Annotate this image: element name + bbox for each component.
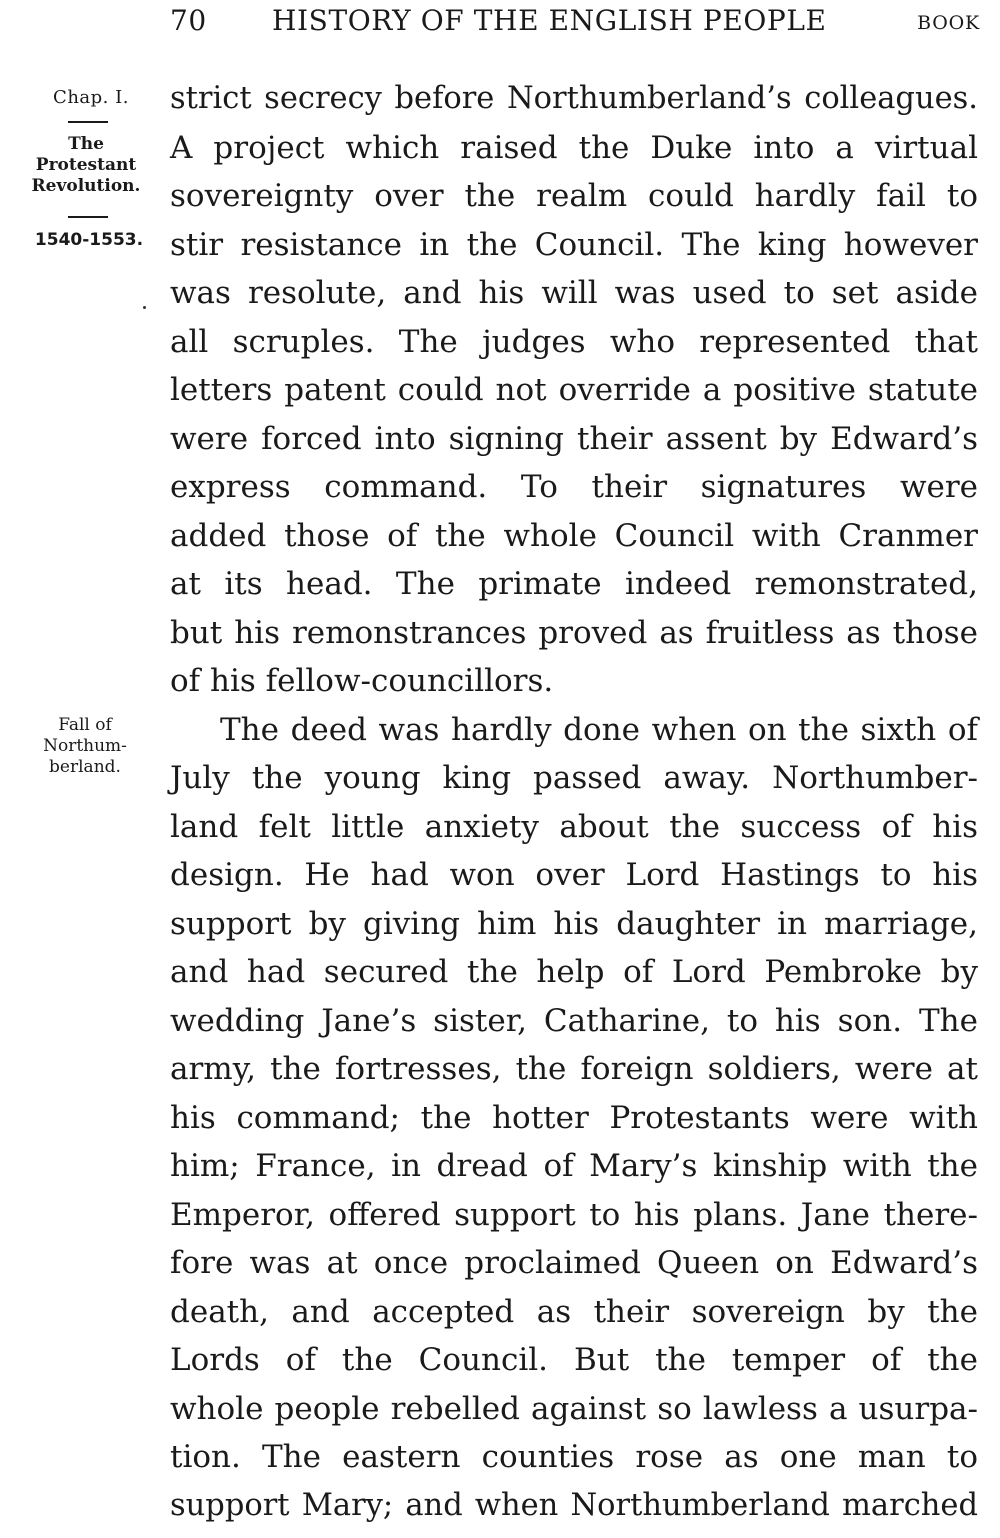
sidenote-fall-of-northumberland — [30, 715, 140, 778]
margin-rule-top — [68, 121, 108, 123]
text-line: at its head. The primate indeed remonstrated, — [170, 566, 978, 602]
date-range: 1540-1553. — [34, 230, 144, 250]
sidenote-line: berland. — [49, 757, 121, 777]
text-line: all scruples. The judges who represented that — [170, 323, 978, 360]
text-line: Emperor, offered support to his plans. Jane there- — [170, 1196, 978, 1233]
text-line: but his remonstrances proved as fruitless as those — [170, 614, 978, 651]
text-line: strict secrecy before Northumberland’s colleagues. — [170, 81, 978, 116]
text-line: army, the fortresses, the foreign soldiers, were at — [170, 1051, 978, 1087]
chapter-label: Chap. I. — [53, 87, 129, 108]
text-line: land felt little anxiety about the success of his — [170, 808, 978, 845]
section-title-line: Protestant — [35, 155, 137, 175]
text-line: tion. The eastern counties rose as one man to — [170, 1439, 978, 1475]
text-line: him; France, in dread of Mary’s kinship with the — [170, 1148, 978, 1184]
section-title — [14, 134, 158, 197]
running-book-label: BOOK — [917, 12, 980, 34]
running-title: HISTORY OF THE ENGLISH PEOPLE — [272, 4, 827, 37]
running-header — [170, 4, 980, 44]
margin-rule-bottom — [68, 216, 108, 218]
text-line: design. He had won over Lord Hastings to his — [170, 857, 978, 893]
section-title-line: The — [68, 134, 104, 154]
sidenote-line: Fall of — [58, 715, 112, 735]
text-line: whole people rebelled against so lawless a usurpa- — [170, 1390, 978, 1427]
text-line: sovereignty over the realm could hardly fail to — [170, 178, 978, 214]
text-line: support by giving him his daughter in marriage, — [170, 905, 978, 942]
text-line: letters patent could not override a positive statute — [170, 372, 978, 408]
text-line: July the young king passed away. Northumber- — [170, 760, 978, 796]
text-line: was resolute, and his will was used to set aside — [170, 275, 978, 311]
margin-notes — [0, 0, 160, 1538]
section-title-line: Revolution. — [31, 176, 141, 196]
text-line: support Mary; and when Northumberland marched — [170, 1487, 978, 1523]
sidenote-line: Northum- — [43, 736, 127, 756]
body-text — [170, 75, 978, 1530]
text-line: wedding Jane’s sister, Catharine, to his son. The — [170, 1002, 978, 1039]
text-line: stir resistance in the Council. The king however — [170, 226, 978, 263]
text-line: his command; the hotter Protestants were with — [170, 1099, 978, 1136]
text-line: death, and accepted as their sovereign by the — [170, 1293, 978, 1330]
text-line: fore was at once proclaimed Queen on Edward’s — [170, 1245, 978, 1281]
text-line: were forced into signing their assent by Edward’s — [170, 420, 978, 457]
text-line: and had secured the help of Lord Pembroke by — [170, 954, 978, 990]
text-line: A project which raised the Duke into a virtual — [170, 129, 978, 166]
text-line: Lords of the Council. But the temper of the — [170, 1342, 978, 1378]
text-line: The deed was hardly done when on the sixth of — [220, 711, 978, 748]
text-line: of his fellow-councillors. — [170, 663, 554, 699]
text-line: added those of the whole Council with Cranmer — [170, 517, 978, 554]
text-line: express command. To their signatures were — [170, 469, 978, 505]
print-speck — [143, 306, 146, 309]
page-number: 70 — [170, 4, 207, 37]
